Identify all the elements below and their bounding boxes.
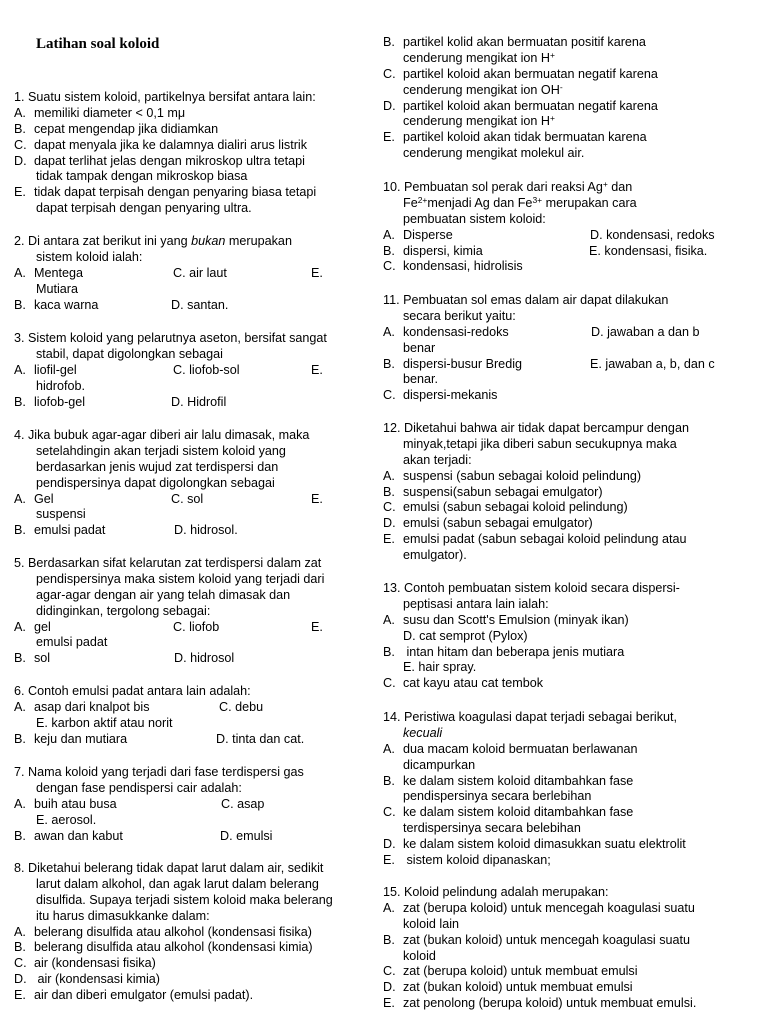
question-11-stem-continued: secara berikut yaitu: <box>403 308 516 323</box>
question-10-stem <box>383 180 755 196</box>
options-row-a-c-e <box>14 492 366 508</box>
option-e <box>383 532 755 548</box>
option-b-text: awan dan kabut <box>34 828 123 843</box>
question-1-stem: 1. Suatu sistem koloid, partikelnya bersifat antara lain: <box>14 90 316 104</box>
option-text: sistem koloid dipanaskan; <box>403 853 551 868</box>
options-row-a-c <box>14 700 366 716</box>
question-11-stem: 11. Pembuatan sol emas dalam air dapat dilakukan <box>383 293 669 307</box>
option-text: cenderung mengikat ion H <box>403 50 551 65</box>
option-label: D. <box>383 98 396 113</box>
option-b-text: liofob-gel <box>34 394 86 409</box>
option-a <box>383 901 755 917</box>
question-4-stem-continued: pendispersinya dapat digolongkan sebagai <box>36 475 275 490</box>
stem-emphasis: bukan <box>191 234 226 248</box>
option-text: belerang disulfida atau alkohol (kondensasi kimia) <box>34 940 313 955</box>
options-row-a-d <box>383 228 755 244</box>
option-e-label: E. <box>311 265 323 280</box>
option-b <box>14 122 366 138</box>
question-12-stem: 12. Diketahui bahwa air tidak dapat bercampur dengan <box>383 421 689 435</box>
option-c-text: C. sol <box>171 491 204 506</box>
option-b <box>14 940 366 956</box>
option-text: ke dalam sistem koloid ditambahkan fase <box>403 773 634 788</box>
option-b <box>383 35 755 51</box>
option-label: B. <box>14 651 26 666</box>
question-3-stem-continued: stabil, dapat digolongkan sebagai <box>36 346 223 361</box>
option-text: partikel koloid akan tidak bermuatan karena <box>403 130 647 145</box>
option-b-text: dispersi-busur Bredig <box>403 356 522 371</box>
stem-text: menjadi Ag dan Fe <box>427 195 533 210</box>
question-5 <box>14 556 366 667</box>
option-c-text: C. air laut <box>173 265 227 280</box>
option-d-text: D. jawaban a dan b <box>591 324 700 339</box>
question-14 <box>383 710 755 869</box>
option-label: C. <box>14 956 27 971</box>
question-5-stem-continued: agar-agar dengan air yang telah dimasak dan <box>36 587 291 602</box>
option-label: D. <box>383 837 396 852</box>
option-e <box>383 853 755 869</box>
question-15-stem: 15. Koloid pelindung adalah merupakan: <box>383 885 609 899</box>
option-a-text: Gel <box>34 491 54 506</box>
option-b-continued <box>383 51 755 67</box>
option-a-text: asap dari knalpot bis <box>34 699 150 714</box>
option-text: ke dalam sistem koloid ditambahkan fase <box>403 805 634 820</box>
options-row-a-d <box>383 325 755 341</box>
option-c <box>383 388 755 404</box>
option-a-continued: dicampurkan <box>403 757 476 772</box>
option-label: B. <box>383 484 395 499</box>
option-label: A. <box>14 362 26 377</box>
stem-text: 10. Pembuatan sol perak dari reaksi Ag <box>383 180 603 194</box>
option-text: cenderung mengikat ion H <box>403 114 551 129</box>
option-b-text: dispersi, kimia <box>403 243 483 258</box>
option-text: suspensi(sabun sebagai emulgator) <box>403 484 603 499</box>
question-13 <box>383 581 755 692</box>
option-label: E. <box>14 988 26 1003</box>
question-3 <box>14 331 366 410</box>
question-15 <box>383 885 755 1012</box>
question-5-stem-continued: pendispersinya maka sistem koloid yang terjadi dari <box>36 571 325 586</box>
option-c <box>383 805 755 821</box>
option-b-continued: pendispersinya secara berlebihan <box>403 789 592 804</box>
stem-text: 2. Di antara zat berikut ini yang <box>14 234 192 248</box>
question-10-stem-continued: pembuatan sistem koloid: <box>403 211 546 226</box>
option-c <box>14 138 366 154</box>
option-b-continued: koloid <box>403 948 436 963</box>
options-row-a-c-e <box>14 620 366 636</box>
option-label: A. <box>14 491 26 506</box>
option-a <box>383 613 755 629</box>
options-row-a-c-e <box>14 363 366 379</box>
superscript: + <box>602 179 608 189</box>
option-c <box>14 956 366 972</box>
stem-text: merupakan cara <box>542 195 637 210</box>
option-e <box>383 130 755 146</box>
option-text: memiliki diameter < 0,1 mμ <box>34 105 186 120</box>
option-e-label: E. <box>311 491 323 506</box>
option-label: C. <box>383 676 396 691</box>
option-b <box>383 645 755 661</box>
option-b-text: kaca warna <box>34 297 99 312</box>
option-c <box>383 964 755 980</box>
question-8 <box>14 861 366 1004</box>
options-row-b-e <box>383 357 755 373</box>
superscript: + <box>550 113 555 124</box>
option-label: A. <box>14 105 26 120</box>
question-12-stem-continued: minyak,tetapi jika diberi sabun secukupnya maka <box>403 436 677 451</box>
option-label: D. <box>14 153 27 168</box>
option-text: zat (bukan koloid) untuk mencegah koagulasi suatu <box>403 932 691 947</box>
option-e-text: hidrofob. <box>36 378 86 393</box>
question-3-stem: 3. Sistem koloid yang pelarutnya aseton, bersifat sangat <box>14 331 327 345</box>
option-a-continued: koloid lain <box>403 916 460 931</box>
option-e-text: E. kondensasi, fisika. <box>589 243 708 258</box>
option-b <box>383 933 755 949</box>
option-label: B. <box>383 644 395 659</box>
question-12-stem-continued: akan terjadi: <box>403 452 472 467</box>
option-d <box>14 154 366 170</box>
option-label: D. <box>14 972 27 987</box>
option-c <box>383 67 755 83</box>
question-10 <box>383 180 755 275</box>
option-d-continued <box>383 114 755 130</box>
option-a <box>14 106 366 122</box>
superscript: + <box>550 49 555 60</box>
option-d-text: D. emulsi <box>220 828 273 843</box>
option-text: zat (berupa koloid) untuk mencegah koagulasi suatu <box>403 900 695 915</box>
option-d: D. cat semprot (Pylox) <box>403 628 528 643</box>
option-c-continued: terdispersinya secara belebihan <box>403 821 581 836</box>
question-7 <box>14 765 366 844</box>
option-d <box>383 516 755 532</box>
options-row-a-c-e <box>14 266 366 282</box>
page-title: Latihan soal koloid <box>36 36 160 52</box>
superscript: 2+ <box>417 194 428 205</box>
option-d <box>383 837 755 853</box>
options-row-b-d <box>14 298 366 314</box>
option-text: zat (bukan koloid) untuk membuat emulsi <box>403 980 633 995</box>
option-text: partikel koloid akan bermuatan negatif karena <box>403 98 658 113</box>
question-5-stem-continued: didinginkan, tergolong sebagai: <box>36 603 211 618</box>
option-label: A. <box>383 900 395 915</box>
option-b <box>383 485 755 501</box>
question-8-stem: 8. Diketahui belerang tidak dapat larut dalam air, sedikit <box>14 861 324 875</box>
option-label: B. <box>14 394 26 409</box>
option-c <box>383 676 755 692</box>
option-text: air dan diberi emulgator (emulsi padat). <box>34 988 254 1003</box>
option-label: B. <box>14 121 26 136</box>
option-text: intan hitam dan beberapa jenis mutiara <box>403 644 625 659</box>
option-label: B. <box>383 243 395 258</box>
option-label: A. <box>383 741 395 756</box>
option-a-text: liofil-gel <box>34 362 77 377</box>
option-d-text: D. hidrosol <box>174 651 235 666</box>
option-text: zat penolong (berupa koloid) untuk membuat emulsi. <box>403 996 697 1011</box>
option-text: kondensasi, hidrolisis <box>403 259 523 274</box>
option-label: A. <box>14 265 26 280</box>
question-4-stem: 4. Jika bubuk agar-agar diberi air lalu dimasak, maka <box>14 428 310 442</box>
option-d <box>383 980 755 996</box>
option-label: E. <box>383 130 395 145</box>
option-e-continued: dapat terpisah dengan penyaring ultra. <box>36 201 252 216</box>
option-c-text: C. asap <box>221 796 265 811</box>
option-a <box>383 469 755 485</box>
option-c-text: C. liofob <box>173 619 220 634</box>
question-14-stem-continued <box>383 726 755 742</box>
option-text: cenderung mengikat ion OH <box>403 82 560 97</box>
option-e-text: E. aerosol. <box>36 812 97 827</box>
option-label: C. <box>383 805 396 820</box>
option-text: tidak dapat terpisah dengan penyaring biasa tetapi <box>34 185 317 200</box>
option-label: A. <box>14 924 26 939</box>
question-8-stem-continued: larut dalam alkohol, dan agak larut dalam belerang <box>36 876 319 891</box>
question-7-stem: 7. Nama koloid yang terjadi dari fase terdispersi gas <box>14 765 304 779</box>
option-a <box>14 925 366 941</box>
option-text: dispersi-mekanis <box>403 388 498 403</box>
option-text: dua macam koloid bermuatan berlawanan <box>403 741 638 756</box>
option-e-continued: cenderung mengikat molekul air. <box>403 146 585 161</box>
option-e-continued: emulgator). <box>403 548 467 563</box>
option-e-text: Mutiara <box>36 281 78 296</box>
option-a-text: gel <box>34 619 51 634</box>
option-text: dapat terlihat jelas dengan mikroskop ultra tetapi <box>34 153 305 168</box>
option-e <box>14 988 366 1004</box>
option-d-text: D. santan. <box>171 297 229 312</box>
option-label: C. <box>383 66 396 81</box>
option-label: E. <box>14 185 26 200</box>
option-label: D. <box>383 516 396 531</box>
option-label: B. <box>383 932 395 947</box>
option-label: A. <box>383 468 395 483</box>
option-text: cat kayu atau cat tembok <box>403 676 544 691</box>
option-text: belerang disulfida atau alkohol (kondensasi fisika) <box>34 924 312 939</box>
option-e-label: E. <box>311 619 323 634</box>
option-c <box>383 500 755 516</box>
option-label: C. <box>383 964 396 979</box>
question-4 <box>14 428 366 539</box>
question-4-stem-continued: berdasarkan jenis wujud zat terdispersi dan <box>36 459 279 474</box>
option-a-text: Disperse <box>403 227 453 242</box>
option-d <box>14 972 366 988</box>
options-row-b-d <box>14 395 366 411</box>
question-6 <box>14 684 366 748</box>
option-text: air (kondensasi fisika) <box>34 956 156 971</box>
option-label: B. <box>14 940 26 955</box>
question-13-stem-continued: peptisasi antara lain ialah: <box>403 596 549 611</box>
question-14-stem: 14. Peristiwa koagulasi dapat terjadi sebagai berikut, <box>383 710 678 724</box>
question-7-stem-continued: dengan fase pendispersi cair adalah: <box>36 780 242 795</box>
option-d-text: D. Hidrofil <box>171 394 227 409</box>
option-label: E. <box>383 996 395 1011</box>
option-e-text: suspensi <box>36 507 86 522</box>
options-row-b-d <box>14 523 366 539</box>
option-c <box>383 259 755 275</box>
question-11 <box>383 293 755 404</box>
option-label: B. <box>14 523 26 538</box>
stem-text: merupakan <box>225 234 292 248</box>
option-a-text: kondensasi-redoks <box>403 324 509 339</box>
option-a-text: buih atau busa <box>34 796 117 811</box>
option-label: C. <box>383 259 396 274</box>
option-text: susu dan Scott's Emulsion (minyak ikan) <box>403 612 629 627</box>
option-label: A. <box>383 227 395 242</box>
option-e: E. hair spray. <box>403 660 477 675</box>
option-a-text: Mentega <box>34 265 84 280</box>
option-text: zat (berupa koloid) untuk membuat emulsi <box>403 964 638 979</box>
option-label: A. <box>14 619 26 634</box>
option-label: C. <box>383 500 396 515</box>
option-label: E. <box>383 532 395 547</box>
option-text: partikel koloid akan bermuatan negatif karena <box>403 66 658 81</box>
option-label: B. <box>383 356 395 371</box>
question-12 <box>383 421 755 564</box>
option-b-text: keju dan mutiara <box>34 731 128 746</box>
option-text: emulsi (sabun sebagai koloid pelindung) <box>403 500 628 515</box>
superscript: - <box>559 81 563 92</box>
options-row-a-c <box>14 797 366 813</box>
option-label: A. <box>383 324 395 339</box>
stem-text: Fe <box>403 195 418 210</box>
option-label: E. <box>383 853 395 868</box>
question-2 <box>14 234 366 313</box>
option-c-continued <box>383 83 755 99</box>
option-e-label: E. <box>311 362 323 377</box>
question-2-stem <box>14 234 366 250</box>
option-d-text: D. kondensasi, redoks <box>590 227 715 242</box>
question-9-options <box>383 35 755 162</box>
option-e <box>383 996 755 1012</box>
option-b-text: emulsi padat <box>34 523 106 538</box>
option-text: partikel kolid akan bermuatan positif karena <box>403 35 646 49</box>
options-row-b-d <box>14 651 366 667</box>
option-label: D. <box>383 980 396 995</box>
option-d-continued: tidak tampak dengan mikroskop biasa <box>36 169 248 184</box>
superscript: 3+ <box>532 194 543 205</box>
option-label: C. <box>14 137 27 152</box>
option-d <box>383 99 755 115</box>
options-row-b-d <box>14 732 366 748</box>
option-text: emulsi (sabun sebagai emulgator) <box>403 516 593 531</box>
option-e-text: E. karbon aktif atau norit <box>36 715 173 730</box>
option-label: B. <box>383 35 395 49</box>
option-e <box>14 185 366 201</box>
option-c-text: C. debu <box>219 699 264 714</box>
stem-text: dan <box>607 180 633 194</box>
question-1 <box>14 90 366 217</box>
option-text: suspensi (sabun sebagai koloid pelindung) <box>403 468 642 483</box>
option-b-text: sol <box>34 651 51 666</box>
question-2-stem-continued: sistem koloid ialah: <box>36 249 143 264</box>
option-label: B. <box>14 731 26 746</box>
question-10-stem-continued <box>383 196 755 212</box>
option-text: air (kondensasi kimia) <box>34 972 160 987</box>
options-row-b-d <box>14 829 366 845</box>
option-d-text: D. tinta dan cat. <box>216 731 305 746</box>
option-text: dapat menyala jika ke dalamnya dialiri arus listrik <box>34 137 307 152</box>
option-e-text: E. jawaban a, b, dan c <box>590 356 715 371</box>
option-b-continued: benar. <box>403 372 439 387</box>
option-c-text: C. liofob-sol <box>173 362 240 377</box>
option-label: A. <box>383 612 395 627</box>
question-8-stem-continued: itu harus dimasukkanke dalam: <box>36 908 210 923</box>
option-a-continued: benar <box>403 340 436 355</box>
option-label: A. <box>14 699 26 714</box>
question-5-stem: 5. Berdasarkan sifat kelarutan zat terdispersi dalam zat <box>14 556 322 570</box>
stem-emphasis: kecuali <box>403 725 443 740</box>
option-d-text: D. hidrosol. <box>174 523 238 538</box>
question-4-stem-continued: setelahdingin akan terjadi sistem koloid yang <box>36 443 286 458</box>
question-13-stem: 13. Contoh pembuatan sistem koloid secara dispersi- <box>383 581 680 595</box>
option-label: A. <box>14 796 26 811</box>
option-e-text: emulsi padat <box>36 635 108 650</box>
option-label: B. <box>383 773 395 788</box>
option-label: B. <box>14 828 26 843</box>
option-a <box>383 742 755 758</box>
question-6-stem: 6. Contoh emulsi padat antara lain adalah: <box>14 684 251 698</box>
option-text: emulsi padat (sabun sebagai koloid pelindung atau <box>403 532 687 547</box>
option-label: C. <box>383 388 396 403</box>
option-text: ke dalam sistem koloid dimasukkan suatu elektrolit <box>403 837 686 852</box>
option-text: cepat mengendap jika didiamkan <box>34 121 219 136</box>
option-b <box>383 774 755 790</box>
options-row-b-e <box>383 244 755 260</box>
question-8-stem-continued: disulfida. Supaya terjadi sistem koloid maka belerang <box>36 892 333 907</box>
option-label: B. <box>14 297 26 312</box>
